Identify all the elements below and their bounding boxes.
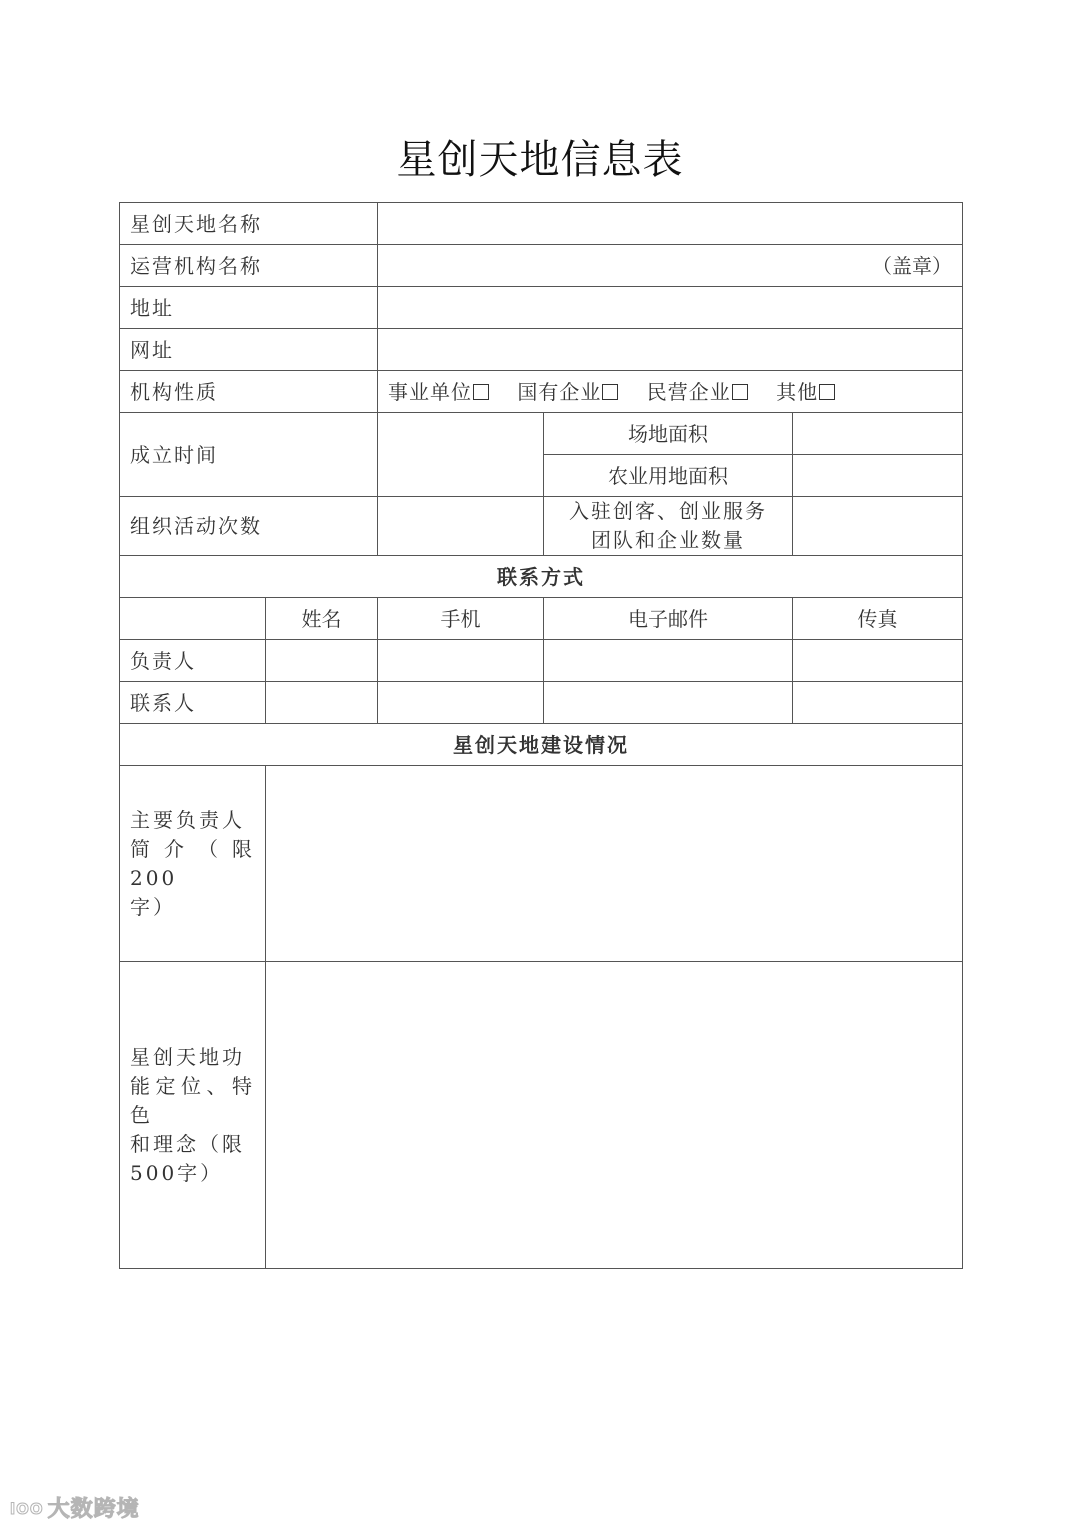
row-construction-section	[120, 724, 963, 766]
label-tenants: 入驻创客、创业服务 团队和企业数量	[544, 497, 793, 556]
label-established: 成立时间	[120, 413, 378, 497]
field-nature	[378, 371, 963, 413]
row-operator	[120, 245, 963, 287]
field-leader-name[interactable]	[266, 640, 378, 682]
option-other[interactable]: 其他	[776, 380, 835, 404]
field-leader-fax[interactable]	[793, 640, 963, 682]
label-activities: 组织活动次数	[120, 497, 378, 556]
row-name	[120, 203, 963, 245]
row-address	[120, 287, 963, 329]
header-fax: 传真	[793, 598, 963, 640]
checkbox-icon[interactable]	[602, 384, 618, 400]
row-website	[120, 329, 963, 371]
label-leader-intro: 主要负责人 简介（限200 字）	[120, 766, 266, 962]
field-contact-email[interactable]	[544, 682, 793, 724]
row-contact-section	[120, 556, 963, 598]
option-public-institution[interactable]: 事业单位	[388, 380, 489, 404]
field-contact-mobile[interactable]	[378, 682, 544, 724]
header-email: 电子邮件	[544, 598, 793, 640]
label-positioning: 星创天地功 能定位、特色 和理念（限 500字）	[120, 962, 266, 1269]
field-leader-intro[interactable]	[266, 766, 963, 962]
label-address: 地址	[120, 287, 378, 329]
info-form-table	[119, 202, 963, 1269]
label-contact-person: 联系人	[120, 682, 266, 724]
field-leader-email[interactable]	[544, 640, 793, 682]
field-activities[interactable]	[378, 497, 544, 556]
field-website[interactable]	[378, 329, 963, 371]
row-nature	[120, 371, 963, 413]
checkbox-icon[interactable]	[819, 384, 835, 400]
field-operator[interactable]	[378, 245, 963, 287]
header-name: 姓名	[266, 598, 378, 640]
seal-note: （盖章）	[872, 253, 952, 278]
row-leader-intro	[120, 766, 963, 962]
row-contact-person	[120, 682, 963, 724]
label-site-area: 场地面积	[544, 413, 793, 455]
header-mobile: 手机	[378, 598, 544, 640]
label-farm-area: 农业用地面积	[544, 455, 793, 497]
section-construction: 星创天地建设情况	[120, 724, 963, 766]
field-leader-mobile[interactable]	[378, 640, 544, 682]
page-title: 星创天地信息表	[396, 137, 684, 183]
row-contact-header	[120, 598, 963, 640]
field-contact-name[interactable]	[266, 682, 378, 724]
option-state-owned[interactable]: 国有企业	[517, 380, 618, 404]
label-leader: 负责人	[120, 640, 266, 682]
field-address[interactable]	[378, 287, 963, 329]
contact-corner-cell	[120, 598, 266, 640]
option-private[interactable]: 民营企业	[647, 380, 748, 404]
field-site-area[interactable]	[793, 413, 963, 455]
field-contact-fax[interactable]	[793, 682, 963, 724]
row-established-a	[120, 413, 963, 455]
watermark	[10, 1492, 140, 1523]
row-positioning	[120, 962, 963, 1269]
field-positioning[interactable]	[266, 962, 963, 1269]
label-website: 网址	[120, 329, 378, 371]
field-name[interactable]	[378, 203, 963, 245]
label-operator: 运营机构名称	[120, 245, 378, 287]
field-farm-area[interactable]	[793, 455, 963, 497]
row-contact-leader	[120, 640, 963, 682]
watermark-text: 大数跨境	[47, 1497, 140, 1522]
checkbox-icon[interactable]	[473, 384, 489, 400]
row-activities	[120, 497, 963, 556]
label-name: 星创天地名称	[120, 203, 378, 245]
label-nature: 机构性质	[120, 371, 378, 413]
watermark-logo-icon: lOO	[10, 1500, 44, 1518]
checkbox-icon[interactable]	[732, 384, 748, 400]
field-tenants[interactable]	[793, 497, 963, 556]
field-established[interactable]	[378, 413, 544, 497]
section-contact: 联系方式	[120, 556, 963, 598]
